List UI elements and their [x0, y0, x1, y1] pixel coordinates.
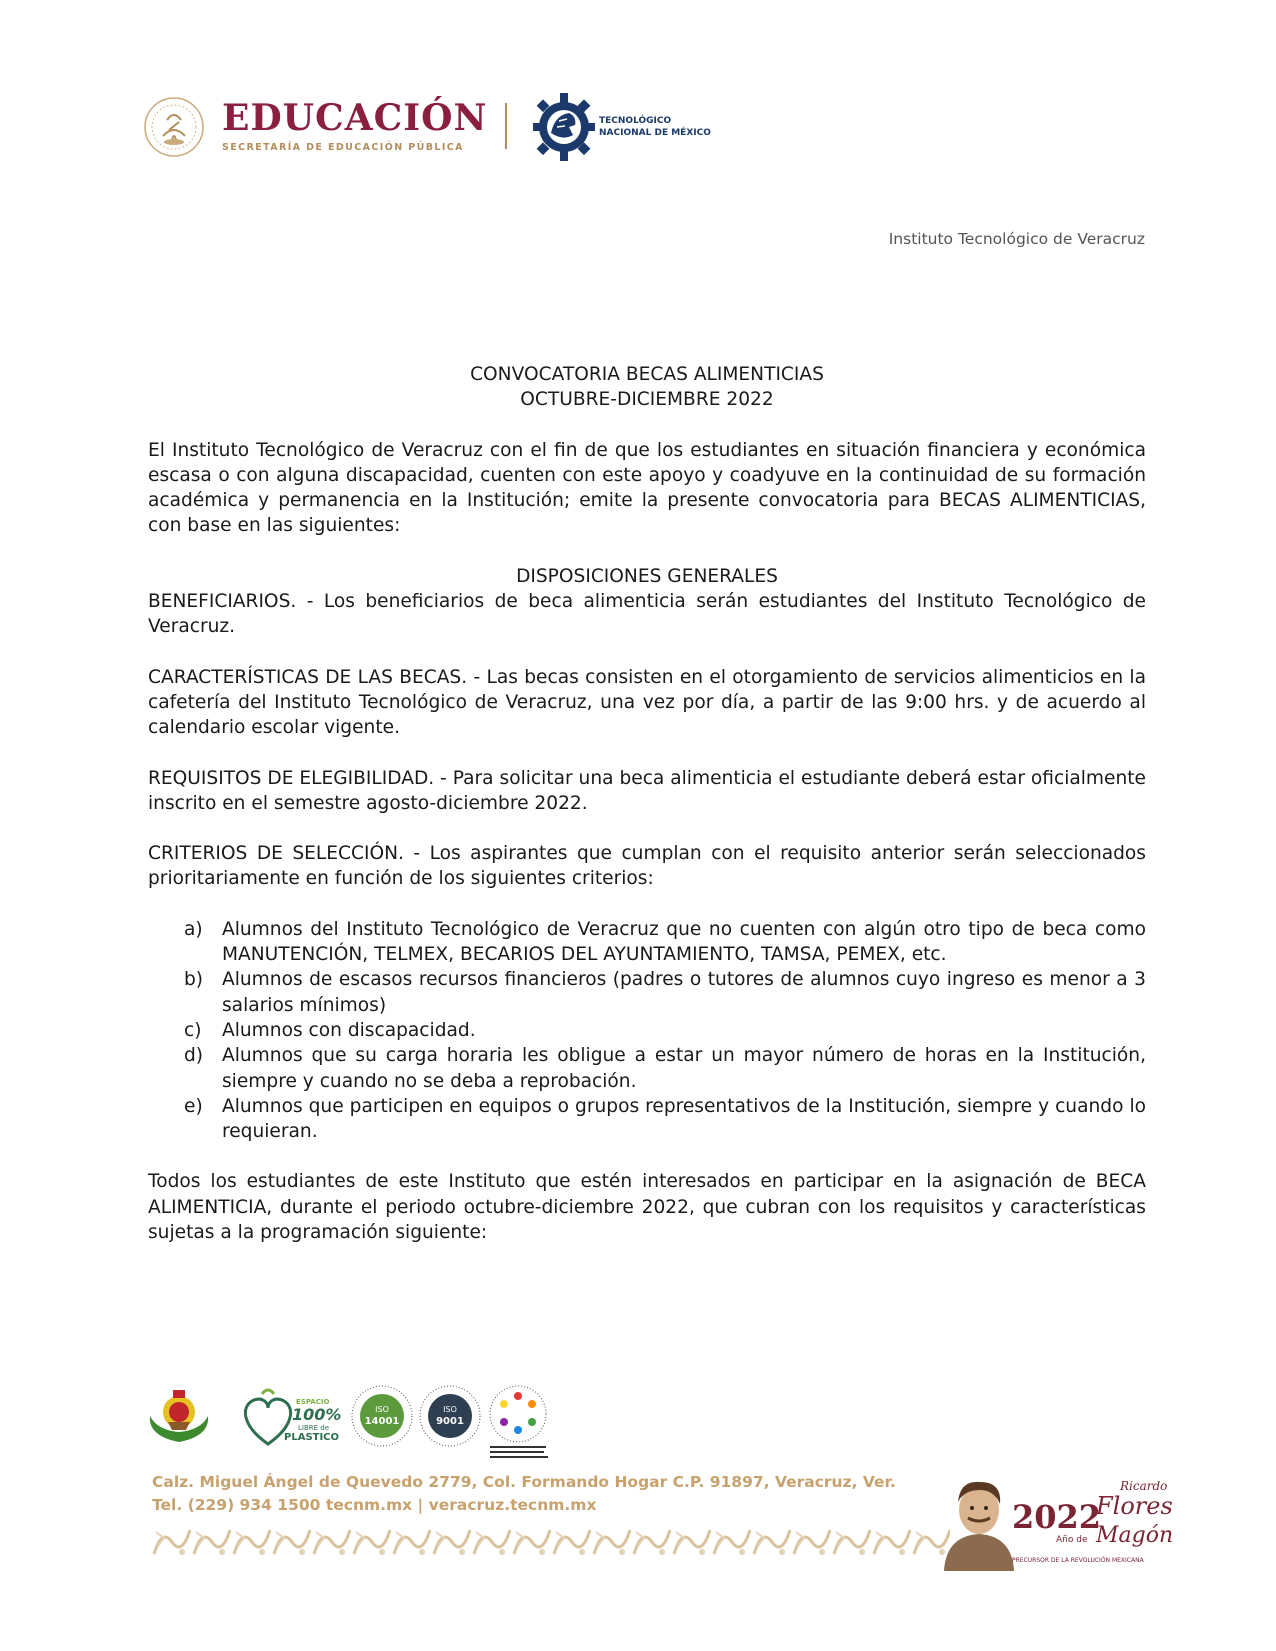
badge-anio-de: Año de [1056, 1535, 1088, 1545]
tecnm-gear-logo-icon [533, 93, 595, 161]
criteria-list [148, 917, 1146, 1145]
tecnm-wordmark [599, 115, 711, 139]
address-line-2: Tel. (229) 934 1500 tecnm.mx | veracruz.tecnm.mx [152, 1496, 597, 1514]
section-heading: DISPOSICIONES GENERALES [516, 565, 778, 587]
document-body [148, 362, 1146, 1245]
iso-9001-label: 9001 [436, 1416, 464, 1427]
list-marker: e) [184, 1095, 203, 1117]
badge-text-plastico: PLASTICO [284, 1432, 340, 1443]
tecnm-line-1: TECNOLÓGICO [599, 116, 672, 126]
mexico-coat-of-arms-icon [143, 96, 205, 158]
decorative-pattern-band [152, 1524, 950, 1562]
list-item-text: Alumnos de escasos recursos financieros (padres o tutores de alumnos cuyo ingreso es menor a 3 salarios mínimos) [222, 969, 1146, 1016]
document-title-line-1: CONVOCATORIA BECAS ALIMENTICIAS [470, 364, 824, 385]
plastic-free-badge-icon [238, 1388, 342, 1446]
itv-emblem-icon [146, 1386, 212, 1444]
list-marker: b) [184, 969, 204, 991]
list-item-text: Alumnos con discapacidad. [222, 1019, 476, 1041]
iso-14001-badge-icon [350, 1384, 414, 1448]
iso-14001-label: 14001 [364, 1416, 400, 1427]
badge-name-last: Magón [1096, 1523, 1174, 1548]
badge-text-espacio: ESPACIO [296, 1398, 330, 1406]
list-marker: c) [184, 1019, 202, 1041]
badge-tagline: PRECURSOR DE LA REVOLUCIÓN MEXICANA [1012, 1557, 1144, 1564]
badge-year: 2022 [1012, 1498, 1102, 1536]
list-item [148, 967, 1146, 1018]
list-item [148, 1043, 1146, 1094]
iso-9001-badge-icon [418, 1384, 482, 1448]
gender-equality-badge-icon [488, 1384, 560, 1460]
closing-paragraph: Todos los estudiantes de este Instituto que estén interesados en participar en la asignación de BECA ALIMENTICIA, durante el periodo octubre-diciembre 2022, que cubran con los requisitos y características sujetas a la programación siguiente: [148, 1171, 1146, 1244]
beneficiarios-paragraph: BENEFICIARIOS. - Los beneficiarios de beca alimenticia serán estudiantes del Instituto Tecnológico de Veracruz. [148, 591, 1146, 638]
intro-paragraph: El Instituto Tecnológico de Veracruz con el fin de que los estudiantes en situación financiera y económica escasa o con alguna discapacidad, cuenten con este apoyo y coadyuve en la continuidad de su formación académica y permanencia en la Institución; emite la presente convocatoria para BECAS ALIMENTICIAS, con base en las siguientes: [148, 439, 1146, 537]
footer-address [152, 1471, 896, 1517]
badge-name-middle: Flores [1096, 1492, 1173, 1520]
ricardo-flores-magon-portrait-icon [934, 1476, 1024, 1571]
list-item [148, 1094, 1146, 1145]
list-item [148, 917, 1146, 968]
criterios-paragraph: CRITERIOS DE SELECCIÓN. - Los aspirantes que cumplan con el requisito anterior serán seleccionados prioritariamente en función de los siguientes criterios: [148, 843, 1146, 890]
badge-name-first: Ricardo [1120, 1479, 1168, 1493]
list-marker: d) [184, 1045, 204, 1067]
iso-label: ISO [443, 1405, 457, 1414]
badge-text-percent: 100% [292, 1405, 342, 1424]
header-divider [505, 103, 507, 149]
list-item-text: Alumnos del Instituto Tecnológico de Veracruz que no cuenten con algún otro tipo de beca como MANUTENCIÓN, TELMEX, BECARIOS DEL AYUNTAMIENTO, TAMSA, PEMEX, etc. [222, 918, 1146, 966]
badge-text-libre: LIBRE de [298, 1424, 330, 1432]
document-title-line-2: OCTUBRE-DICIEMBRE 2022 [520, 389, 774, 411]
institute-name-header: Instituto Tecnológico de Veracruz [888, 230, 1145, 248]
sep-title: EDUCACIÓN [222, 97, 488, 139]
iso-label: ISO [375, 1405, 389, 1414]
list-item [148, 1018, 1146, 1043]
sep-subtitle: SECRETARÍA DE EDUCACIÓN PÚBLICA [222, 142, 464, 153]
list-marker: a) [184, 918, 203, 940]
list-item-text: Alumnos que su carga horaria les obligue a estar un mayor número de horas en la Institución, siempre y cuando no se deba a reprobación. [222, 1045, 1146, 1092]
sep-logo [222, 98, 487, 153]
year-2022-ricardo-flores-magon-badge [1012, 1476, 1174, 1572]
caracteristicas-paragraph: CARACTERÍSTICAS DE LAS BECAS. - Las becas consisten en el otorgamiento de servicios alimenticios en la cafetería del Instituto Tecnológico de Veracruz, una vez por día, a partir de las 9:00 hrs. y de acuerdo al calendario escolar vigente. [148, 666, 1146, 739]
requisitos-paragraph: REQUISITOS DE ELEGIBILIDAD. - Para solicitar una beca alimenticia el estudiante deberá estar oficialmente inscrito en el semestre agosto-diciembre 2022. [148, 767, 1146, 814]
address-line-1: Calz. Miguel Ángel de Quevedo 2779, Col. Formando Hogar C.P. 91897, Veracruz, Ver. [152, 1473, 896, 1491]
tecnm-line-2: NACIONAL DE MÉXICO [599, 128, 711, 138]
list-item-text: Alumnos que participen en equipos o grupos representativos de la Institución, siempre y cuando lo requieran. [222, 1095, 1146, 1143]
